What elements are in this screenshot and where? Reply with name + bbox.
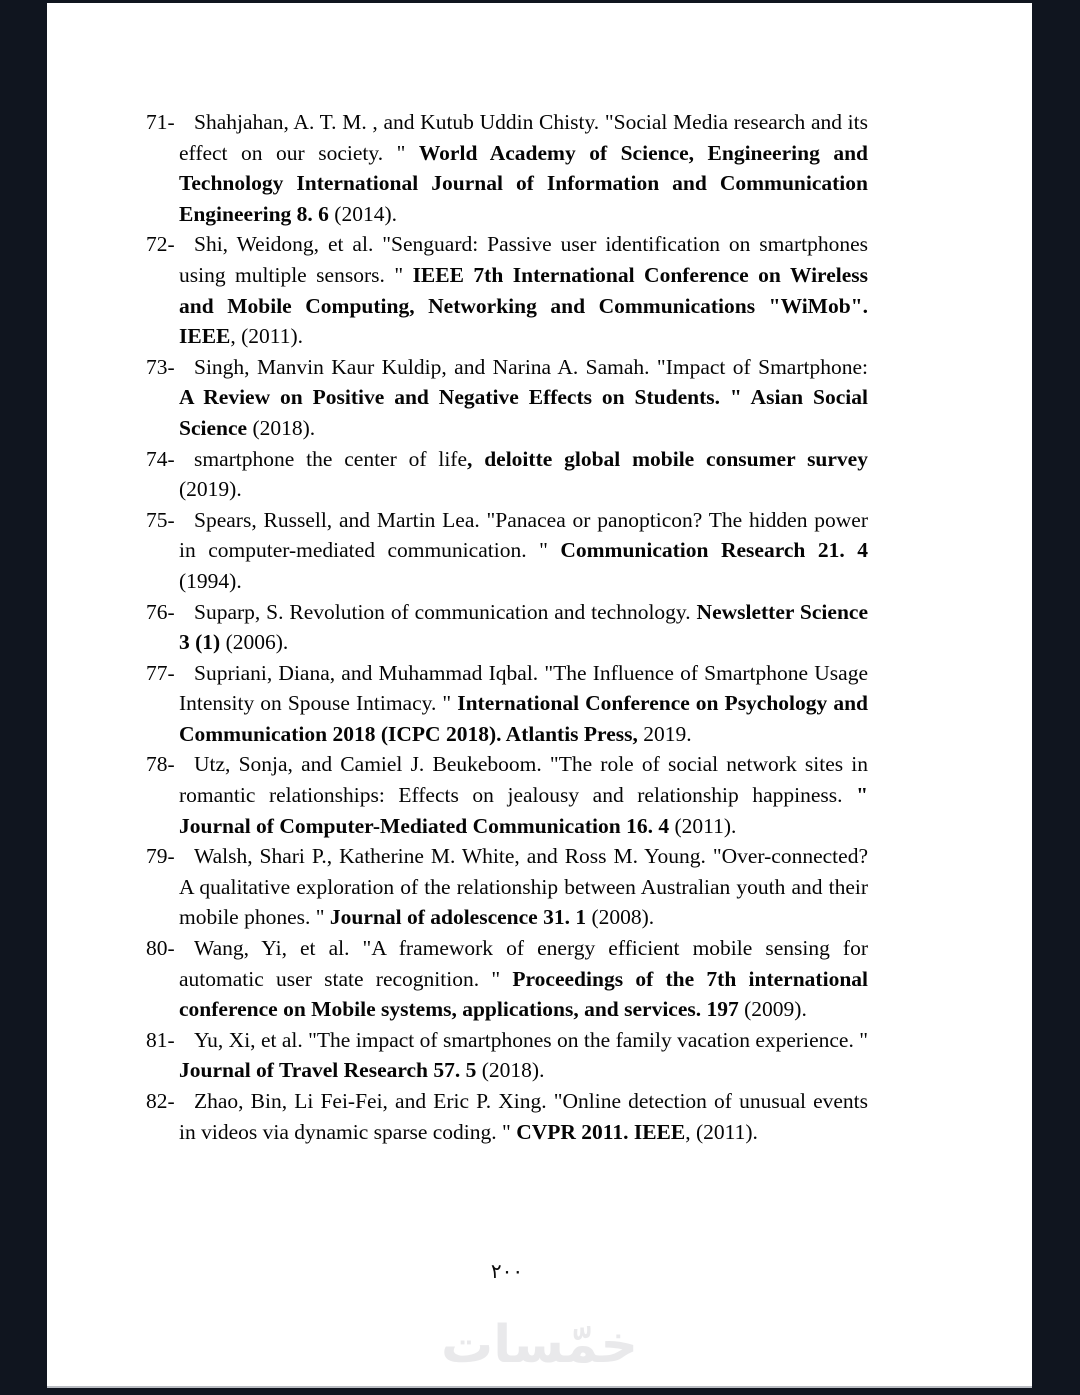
reference-item <box>146 1025 868 1086</box>
reference-text: Journal of Travel Research 57. 5 <box>179 1058 477 1083</box>
reference-number: 81- <box>146 1027 175 1052</box>
reference-text: Yu, Xi, et al. "The impact of smartphones on the family vacation experience. " <box>194 1027 868 1052</box>
reference-text: Proceedings of the 7th international conference on Mobile systems, applications, and services. 197 <box>179 966 868 1022</box>
reference-text: 2019. <box>637 721 692 746</box>
reference-item <box>146 658 868 750</box>
reference-text: World Academy of Science, Engineering and Technology International Journal of Information and Communication Engineering 8. 6 <box>179 140 868 226</box>
reference-text: , (2011). <box>230 324 304 349</box>
reference-item <box>146 352 868 444</box>
reference-item <box>146 841 868 933</box>
reference-number: 72- <box>146 232 175 257</box>
reference-number: 74- <box>146 446 175 471</box>
reference-text: Shi, Weidong, et al. "Senguard: Passive user identification on smartphones using multiple sensors. " <box>179 232 868 287</box>
reference-number: 71- <box>146 110 175 134</box>
reference-item <box>146 505 868 597</box>
reference-number: 77- <box>146 660 175 685</box>
reference-number: 75- <box>146 507 175 532</box>
khamsat-watermark: خمّسات <box>440 1315 639 1375</box>
reference-text: (2011). <box>669 813 737 838</box>
reference-item <box>146 749 868 841</box>
reference-text: CVPR 2011. IEEE <box>516 1119 686 1144</box>
reference-item <box>146 597 868 658</box>
reference-text: (2018). <box>247 415 316 440</box>
reference-text: Utz, Sonja, and Camiel J. Beukeboom. "The role of social network sites in romantic relationships: Effects on jealousy and relationship happiness. <box>179 752 868 808</box>
reference-text: Walsh, Shari P., Katherine M. White, and Ross M. Young. "Over-connected? A qualitative exploration of the relationship between Australian youth and their mobile phones. " <box>179 844 868 930</box>
reference-text: smartphone the center of life <box>194 446 467 471</box>
reference-text: (2019). <box>179 477 242 502</box>
reference-text: " Journal of Computer-Mediated Communication 16. 4 <box>179 783 868 838</box>
reference-item <box>146 933 868 1025</box>
reference-text: (2009). <box>738 997 807 1022</box>
reference-text: (2006). <box>220 630 289 655</box>
reference-text: A Review on Positive and Negative Effects on Students. " Asian Social Science <box>179 385 868 440</box>
reference-item <box>146 444 868 505</box>
reference-text: Zhao, Bin, Li Fei-Fei, and Eric P. Xing. "Online detection of unusual events in videos via dynamic sparse coding. " <box>179 1089 868 1144</box>
reference-text: , deloitte global mobile consumer survey <box>467 446 868 471</box>
reference-item <box>146 229 868 351</box>
reference-text: Shahjahan, A. T. M. , and Kutub Uddin Chisty. "Social Media research and its effect on our society. " <box>179 110 868 165</box>
document-page <box>47 3 1032 1388</box>
reference-number: 78- <box>146 752 175 777</box>
reference-text: Communication Research 21. 4 <box>560 538 868 563</box>
reference-text: (2018). <box>476 1058 545 1083</box>
reference-item <box>146 107 868 229</box>
reference-text: (1994). <box>179 568 242 593</box>
reference-text: IEEE 7th International Conference on Wireless and Mobile Computing, Networking and Communications "WiMob". IEEE <box>179 262 868 349</box>
reference-text: (2014). <box>328 201 397 226</box>
page-number: ٢٠٠ <box>490 1259 524 1283</box>
references-list <box>146 107 868 1147</box>
reference-text: Newsletter Science 3 (1) <box>179 599 868 655</box>
reference-text: Spears, Russell, and Martin Lea. "Panacea or panopticon? The hidden power in computer-mediated communication. " <box>179 507 868 563</box>
reference-text: International Conference on Psychology and Communication 2018 (ICPC 2018). Atlantis Press, <box>179 691 868 746</box>
reference-text: Singh, Manvin Kaur Kuldip, and Narina A. Samah. "Impact of Smartphone: <box>194 354 868 379</box>
reference-number: 79- <box>146 844 175 869</box>
reference-number: 80- <box>146 936 175 961</box>
reference-text: Supriani, Diana, and Muhammad Iqbal. "The Influence of Smartphone Usage Intensity on Spouse Intimacy. " <box>179 660 868 716</box>
reference-text: Suparp, S. Revolution of communication and technology. <box>194 599 697 624</box>
reference-item <box>146 1086 868 1147</box>
reference-text: Journal of adolescence 31. 1 <box>329 905 587 930</box>
reference-number: 73- <box>146 354 175 379</box>
reference-text: Wang, Yi, et al. "A framework of energy efficient mobile sensing for automatic user state recognition. " <box>179 936 868 991</box>
reference-number: 82- <box>146 1089 175 1113</box>
reference-text: (2008). <box>586 905 655 930</box>
reference-number: 76- <box>146 599 175 624</box>
reference-text: , (2011). <box>685 1119 758 1144</box>
